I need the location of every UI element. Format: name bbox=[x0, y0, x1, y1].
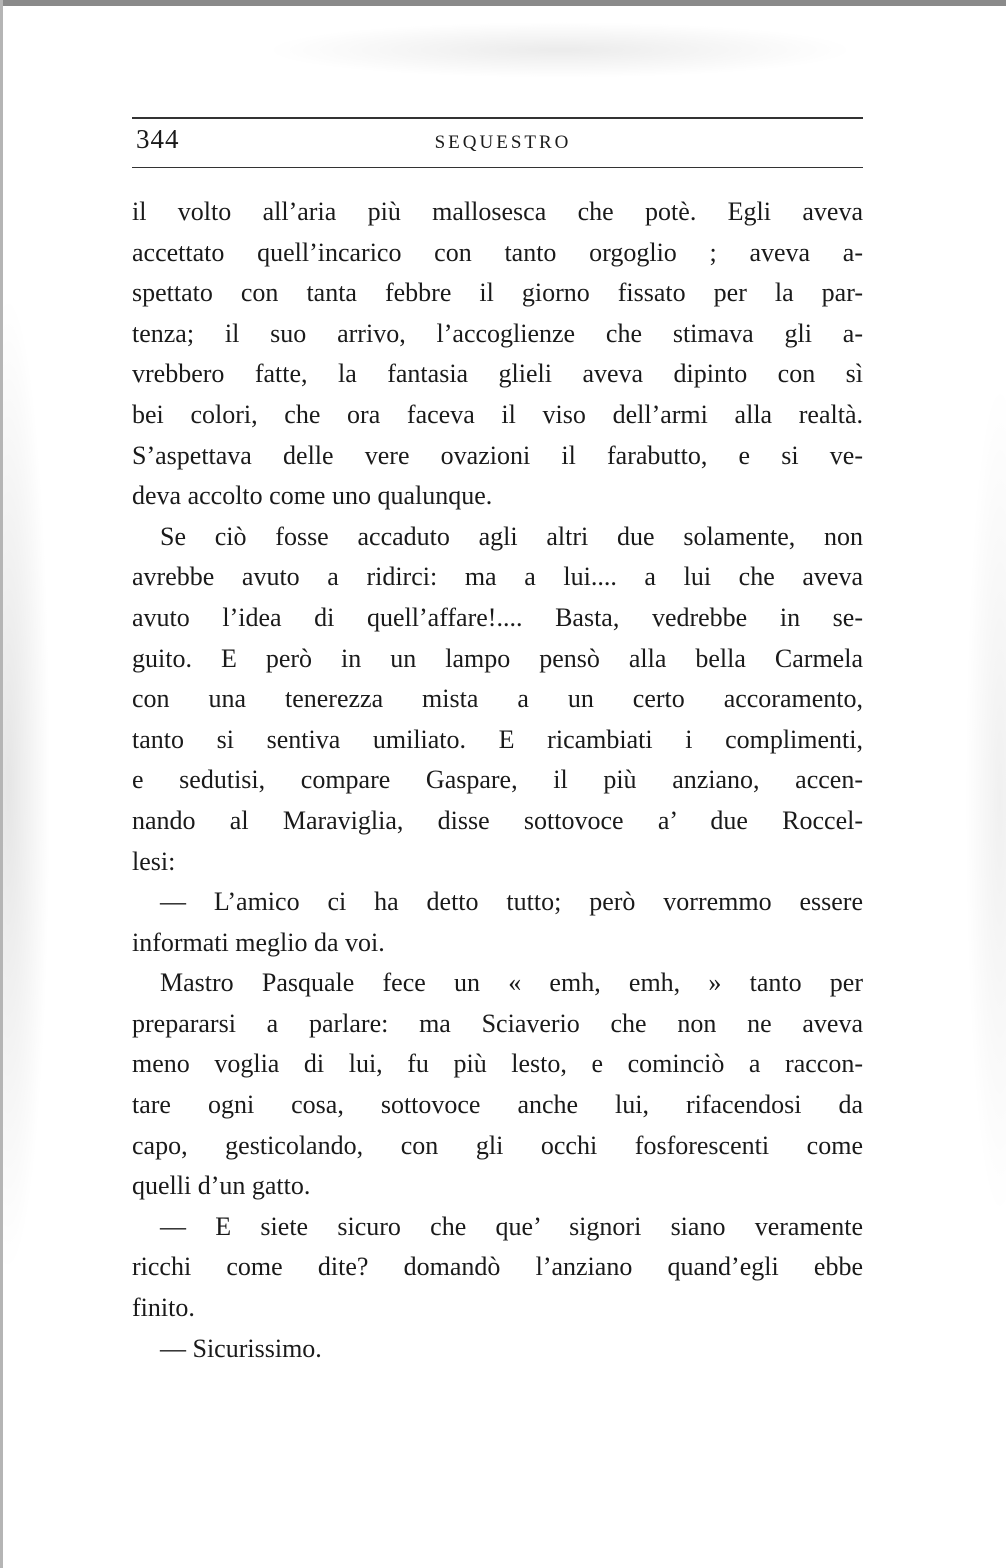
text-line: tare ogni cosa, sottovoce anche lui, rifacendosi da bbox=[132, 1090, 863, 1120]
text-line: Se ciò fosse accaduto agli altri due solamente, non bbox=[160, 521, 863, 551]
text-line: informati meglio da voi. bbox=[132, 927, 385, 957]
page-left-edge bbox=[0, 0, 3, 1568]
text-line: quelli d’un gatto. bbox=[132, 1171, 311, 1201]
text-line: tenza; il suo arrivo, l’accoglienze che stimava gli a- bbox=[132, 318, 863, 348]
text-line: il volto all’aria più mallosesca che potè. Egli aveva bbox=[132, 197, 863, 226]
page-top-edge bbox=[0, 0, 1006, 6]
text-line: S’aspettava delle vere ovazioni il farabutto, e si ve- bbox=[132, 440, 863, 470]
text-line: guito. E però in un lampo pensò alla bella Carmela bbox=[132, 643, 863, 673]
text-line: prepararsi a parlare: ma Sciaverio che non ne aveva bbox=[132, 1008, 863, 1038]
text-line: meno voglia di lui, fu più lesto, e cominciò a raccon- bbox=[132, 1049, 863, 1079]
text-line: capo, gesticolando, con gli occhi fosforescenti come bbox=[132, 1130, 863, 1160]
text-line: ricchi come dite? domandò l’anziano quand’egli ebbe bbox=[132, 1252, 863, 1282]
body-text bbox=[132, 192, 863, 1369]
text-line: bei colori, che ora faceva il viso dell’armi alla realtà. bbox=[132, 399, 863, 429]
page-number: 344 bbox=[136, 124, 180, 154]
running-title: SEQUESTRO bbox=[434, 132, 572, 153]
text-line: avrebbe avuto a ridirci: ma a lui.... a lui che aveva bbox=[132, 562, 863, 592]
text-line: tanto si sentiva umiliato. E ricambiati i complimenti, bbox=[132, 724, 863, 754]
text-line: con una tenerezza mista a un certo accoramento, bbox=[132, 684, 863, 714]
text-line: finito. bbox=[132, 1293, 195, 1323]
text-line: — Sicurissimo. bbox=[160, 1333, 322, 1363]
text-line: lesi: bbox=[132, 846, 176, 876]
text-line: avuto l’idea di quell’affare!.... Basta, vedrebbe in se- bbox=[132, 602, 863, 632]
text-line: nando al Maraviglia, disse sottovoce a’ due Roccel- bbox=[132, 805, 863, 835]
text-line: deva accolto come uno qualunque. bbox=[132, 481, 493, 511]
text-line: — E siete sicuro che que’ signori siano veramente bbox=[160, 1211, 863, 1241]
text-line: — L’amico ci ha detto tutto; però vorremmo essere bbox=[160, 887, 863, 917]
text-line: Mastro Pasquale fece un « emh, emh, » tanto per bbox=[160, 968, 863, 998]
header-bottom-rule bbox=[132, 167, 863, 168]
header-top-rule bbox=[132, 117, 863, 119]
text-line: vrebbero fatte, la fantasia glieli aveva dipinto con sì bbox=[132, 359, 863, 389]
text-line: e sedutisi, compare Gaspare, il più anziano, accen- bbox=[132, 765, 863, 795]
text-line: accettato quell’incarico con tanto orgoglio ; aveva a- bbox=[132, 237, 863, 267]
text-line: spettato con tanta febbre il giorno fissato per la par- bbox=[132, 278, 863, 308]
